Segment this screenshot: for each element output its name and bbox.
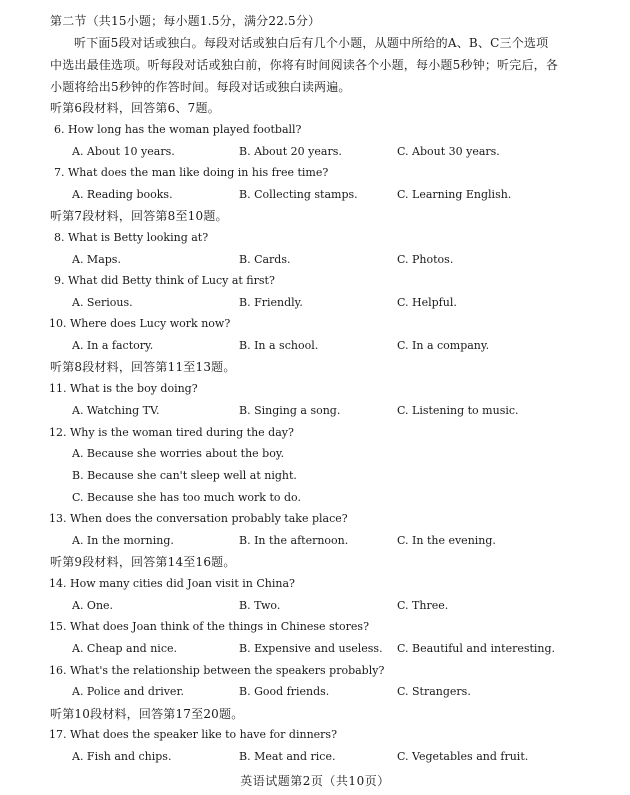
- instructions-line-3: 小题将给出5秒钟的作答时间。每段对话或独白读两遍。: [50, 80, 351, 94]
- option-16-a: A. Police and driver.: [72, 685, 184, 698]
- option-8-a: A. Maps.: [72, 253, 121, 266]
- option-10-c: C. In a company.: [397, 339, 490, 352]
- question-text: When does the conversation probably take place?: [70, 512, 348, 525]
- option-17-b: B. Meat and rice.: [239, 750, 336, 763]
- question-9: [54, 274, 275, 288]
- question-12: [49, 426, 294, 440]
- group-heading-9: 听第9段材料，回答第14至16题。: [50, 555, 236, 569]
- question-number: 7.: [54, 166, 65, 179]
- option-9-c: C. Helpful.: [397, 296, 457, 309]
- option-9-a: A. Serious.: [72, 296, 133, 309]
- question-text: What did Betty think of Lucy at first?: [68, 274, 275, 287]
- question-11: [49, 382, 198, 396]
- question-number: 15.: [49, 620, 67, 633]
- question-text: What is the boy doing?: [70, 382, 198, 395]
- option-15-b: B. Expensive and useless.: [239, 642, 383, 655]
- option-11-a: A. Watching TV.: [72, 404, 160, 417]
- group-heading-7: 听第7段材料，回答第8至10题。: [50, 209, 228, 223]
- question-16: [49, 664, 384, 678]
- question-number: 17.: [49, 728, 67, 741]
- option-16-b: B. Good friends.: [239, 685, 330, 698]
- question-10: [49, 317, 230, 331]
- option-14-c: C. Three.: [397, 599, 449, 612]
- group-heading-6: 听第6段材料，回答第6、7题。: [50, 101, 220, 115]
- question-13: [49, 512, 348, 526]
- option-13-b: B. In the afternoon.: [239, 534, 349, 547]
- question-6: [54, 123, 301, 137]
- option-16-c: C. Strangers.: [397, 685, 471, 698]
- question-number: 10.: [49, 317, 67, 330]
- option-7-c: C. Learning English.: [397, 188, 512, 201]
- question-number: 12.: [49, 426, 67, 439]
- option-9-b: B. Friendly.: [239, 296, 303, 309]
- option-6-a: A. About 10 years.: [72, 145, 175, 158]
- option-14-a: A. One.: [72, 599, 114, 612]
- option-6-b: B. About 20 years.: [239, 145, 342, 158]
- question-text: Why is the woman tired during the day?: [70, 426, 294, 439]
- question-14: [49, 577, 295, 591]
- question-text: Where does Lucy work now?: [70, 317, 231, 330]
- question-17: [49, 728, 337, 742]
- option-13-a: A. In the morning.: [72, 534, 174, 547]
- option-12-b: B. Because she can't sleep well at night.: [72, 469, 297, 482]
- question-number: 9.: [54, 274, 65, 287]
- question-text: What is Betty looking at?: [68, 231, 209, 244]
- page-footer: 英语试题第2页（共10页）: [240, 774, 390, 788]
- question-text: How many cities did Joan visit in China?: [70, 577, 295, 590]
- question-7: [54, 166, 328, 180]
- question-number: 14.: [49, 577, 67, 590]
- option-10-b: B. In a school.: [239, 339, 319, 352]
- option-13-c: C. In the evening.: [397, 534, 496, 547]
- option-8-c: C. Photos.: [397, 253, 454, 266]
- option-12-c: C. Because she has too much work to do.: [72, 491, 301, 504]
- instructions-line-1: 听下面5段对话或独白。每段对话或独白后有几个小题，从题中所给的A、B、C三个选项: [74, 36, 549, 50]
- question-text: How long has the woman played football?: [68, 123, 302, 136]
- group-heading-8: 听第8段材料，回答第11至13题。: [50, 360, 236, 374]
- option-6-c: C. About 30 years.: [397, 145, 500, 158]
- option-7-a: A. Reading books.: [72, 188, 173, 201]
- section-title: 第二节（共15小题；每小题1.5分，满分22.5分）: [50, 14, 321, 28]
- question-8: [54, 231, 208, 245]
- question-number: 6.: [54, 123, 65, 136]
- option-14-b: B. Two.: [239, 599, 281, 612]
- question-number: 16.: [49, 664, 67, 677]
- question-text: What does Joan think of the things in Chinese stores?: [70, 620, 369, 633]
- option-17-c: C. Vegetables and fruit.: [397, 750, 529, 763]
- question-number: 13.: [49, 512, 67, 525]
- option-15-a: A. Cheap and nice.: [72, 642, 177, 655]
- question-15: [49, 620, 369, 634]
- option-11-c: C. Listening to music.: [397, 404, 519, 417]
- option-15-c: C. Beautiful and interesting.: [397, 642, 556, 655]
- group-heading-10: 听第10段材料，回答第17至20题。: [50, 707, 244, 721]
- option-11-b: B. Singing a song.: [239, 404, 341, 417]
- question-text: What does the speaker like to have for dinners?: [70, 728, 337, 741]
- question-text: What's the relationship between the speakers probably?: [70, 664, 385, 677]
- question-text: What does the man like doing in his free time?: [68, 166, 329, 179]
- question-number: 11.: [49, 382, 67, 395]
- question-number: 8.: [54, 231, 65, 244]
- option-10-a: A. In a factory.: [72, 339, 154, 352]
- option-17-a: A. Fish and chips.: [72, 750, 172, 763]
- option-7-b: B. Collecting stamps.: [239, 188, 358, 201]
- option-12-a: A. Because she worries about the boy.: [72, 447, 285, 460]
- instructions-line-2: 中选出最佳选项。听每段对话或独白前，你将有时间阅读各个小题，每小题5秒钟；听完后，各: [50, 58, 559, 72]
- option-8-b: B. Cards.: [239, 253, 291, 266]
